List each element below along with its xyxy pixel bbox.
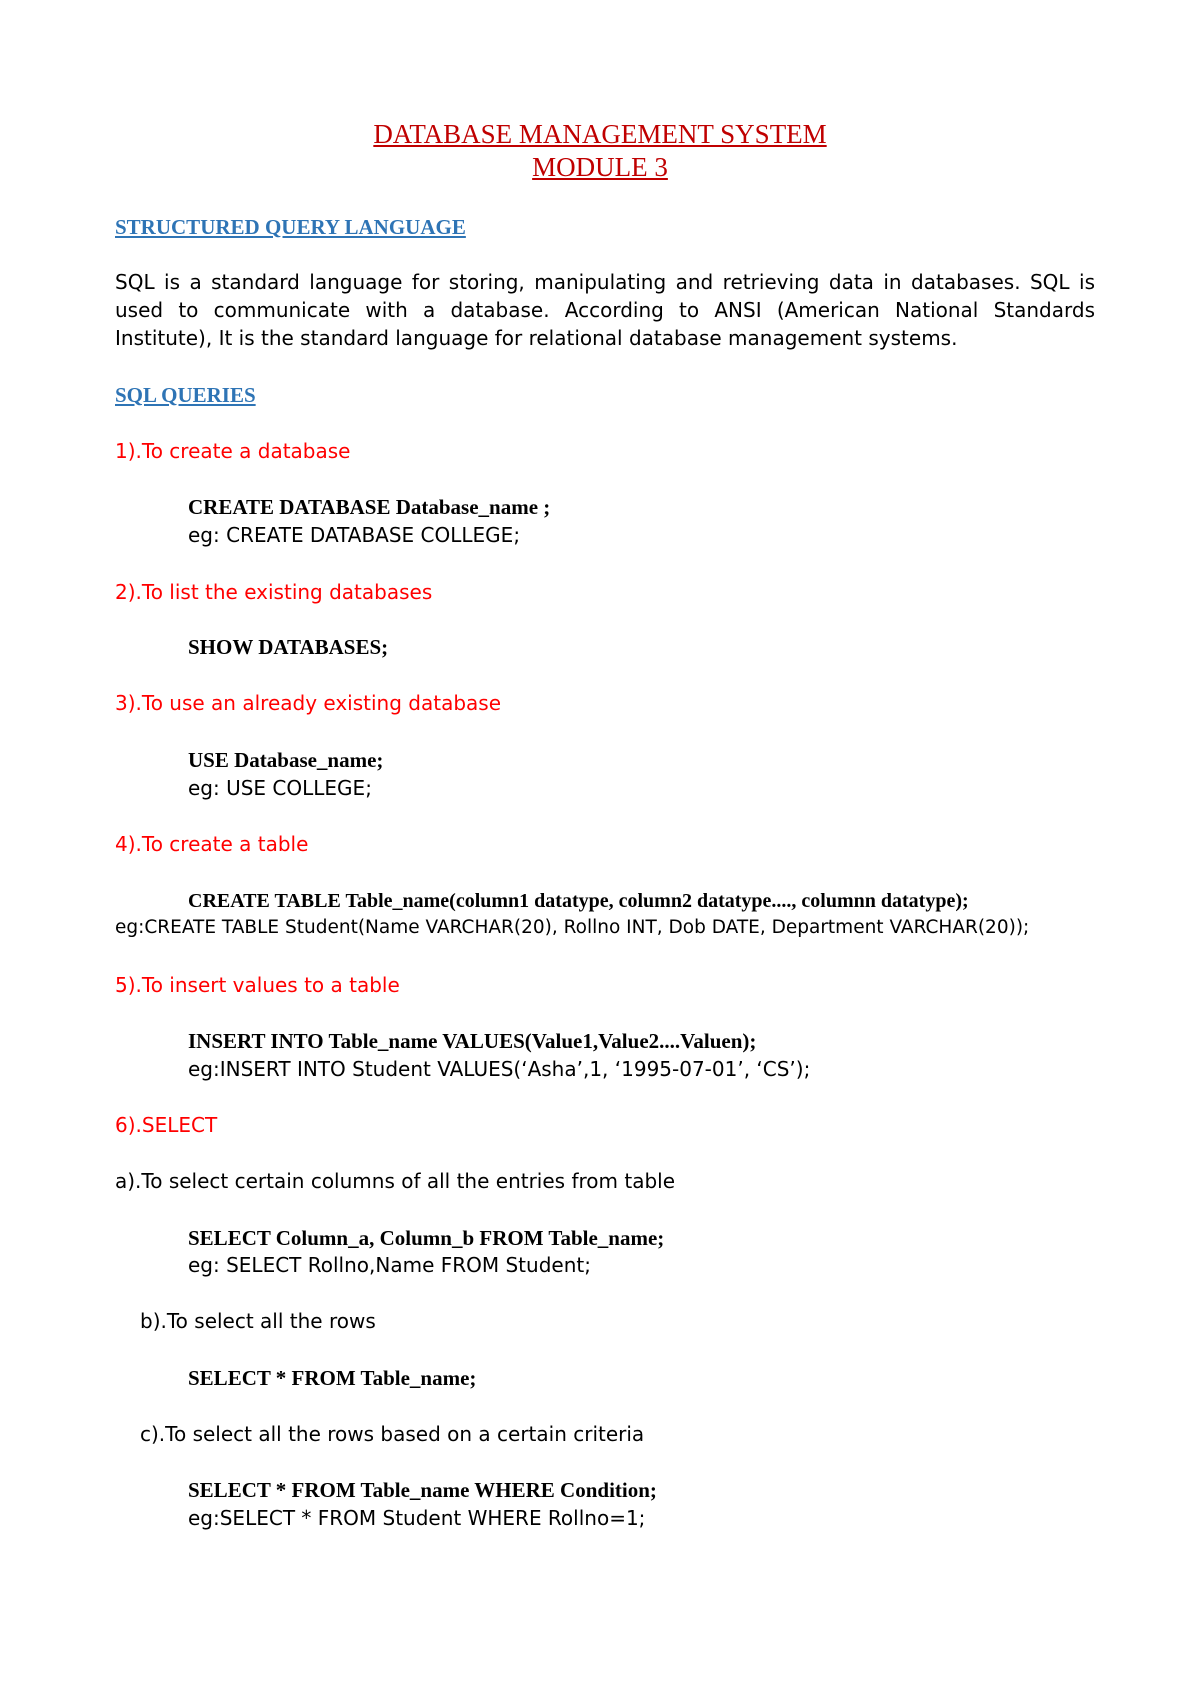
select-syntax-columns: SELECT Column_a, Column_b FROM Table_name; [188, 1226, 665, 1250]
query-example-insert-values: eg:INSERT INTO Student VALUES(‘Asha’,1, ‘1995-07-01’, ‘CS’); [188, 1057, 811, 1081]
query-syntax-use-database: USE Database_name; [188, 748, 384, 772]
select-example-columns: eg: SELECT Rollno,Name FROM Student; [188, 1253, 591, 1277]
intro-paragraph: SQL is a standard language for storing, manipulating and retrieving data in databases. SQL is used to communicate with a database. According to ANSI (American National Standards Institute), It is the standard language for relational database management systems. [115, 270, 1095, 350]
query-label-select: 6).SELECT [115, 1113, 218, 1137]
query-label-show-databases: 2).To list the existing databases [115, 580, 433, 604]
query-syntax-create-database: CREATE DATABASE Database_name ; [188, 495, 551, 519]
document-title: DATABASE MANAGEMENT SYSTEM [373, 119, 827, 149]
query-example-use-database: eg: USE COLLEGE; [188, 776, 372, 800]
select-example-criteria: eg:SELECT * FROM Student WHERE Rollno=1; [188, 1506, 646, 1530]
select-syntax-criteria: SELECT * FROM Table_name WHERE Condition; [188, 1478, 657, 1502]
query-label-use-database: 3).To use an already existing database [115, 691, 502, 715]
section-heading-sql: STRUCTURED QUERY LANGUAGE [115, 215, 466, 239]
query-example-create-database: eg: CREATE DATABASE COLLEGE; [188, 523, 521, 547]
module-title: MODULE 3 [532, 152, 668, 182]
query-example-create-table: eg:CREATE TABLE Student(Name VARCHAR(20), Rollno INT, Dob DATE, Department VARCHAR(20)); [115, 917, 1030, 938]
select-sub-label-all-rows: b).To select all the rows [140, 1309, 376, 1333]
section-heading-queries: SQL QUERIES [115, 383, 256, 407]
query-syntax-create-table: CREATE TABLE Table_name(column1 datatype, column2 datatype...., columnn datatype); [188, 890, 969, 912]
select-sub-label-columns: a).To select certain columns of all the entries from table [115, 1169, 675, 1193]
select-syntax-all-rows: SELECT * FROM Table_name; [188, 1366, 477, 1390]
query-syntax-show-databases: SHOW DATABASES; [188, 635, 389, 659]
query-syntax-insert-values: INSERT INTO Table_name VALUES(Value1,Value2....Valuen); [188, 1029, 757, 1053]
query-label-create-table: 4).To create a table [115, 832, 309, 856]
select-sub-label-criteria: c).To select all the rows based on a certain criteria [140, 1422, 645, 1446]
query-label-insert-values: 5).To insert values to a table [115, 973, 400, 997]
query-label-create-database: 1).To create a database [115, 439, 351, 463]
